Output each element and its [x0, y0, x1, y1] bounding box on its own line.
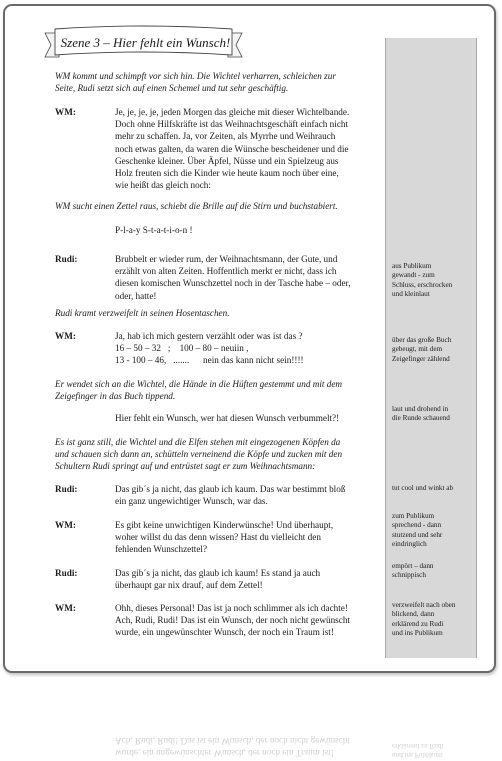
margin-note-line: zum Publikum [392, 512, 435, 520]
reflection-margin-note [392, 740, 482, 759]
dialogue-line: wie heißt das gleich noch: [115, 180, 211, 191]
margin-note-line: Schluss, erschrocken [392, 280, 453, 289]
margin-note-line: eindringlich [392, 540, 427, 549]
margin-note-line: erklärend zu Rudi [392, 619, 444, 628]
stage-line: Es ist ganz still, die Wichtel und die Elfen stehen mit eingezogenen Köpfen da [55, 437, 341, 447]
stage-line: und schauen sich dann an, schütteln verneinend die Köpfe und zucken mit den [55, 449, 343, 460]
dialogue-line: 13 - 100 – 46, ....... nein das kann nicht sein!!!! [115, 355, 304, 366]
margin-note-line: laut und drohend in [392, 405, 449, 413]
dialogue-line: Geschenke kleiner. Über Äpfel, Nüsse und ein Spielzeug aus [115, 155, 339, 166]
margin-note-line: gewandt - zum [392, 271, 435, 280]
margin-note-line: empört – dann [392, 562, 434, 570]
stage-line: Er wendet sich an die Wichtel, die Hände in die Hüften gestemmt und mit dem [55, 379, 343, 389]
dialogue-line: oder, hatte! [115, 290, 157, 301]
reflection-dialogue [115, 735, 385, 759]
dialogue-line: Das gib´s ja nicht, das glaub ich kaum! Es stand ja auch [115, 568, 321, 578]
stage-line: Zeigefinger in das Buch tippend. [55, 391, 176, 402]
dialogue-line: P-l-a-y S-t-a-t-i-o-n ! [115, 225, 193, 235]
margin-note-line: verzweifelt nach oben [392, 601, 456, 609]
margin-note [392, 601, 474, 639]
dialogue-text [115, 224, 380, 236]
dialogue-text [115, 519, 380, 556]
reflection-line: Ach, Rudi, Rudi! Das ist ein Wunsch, der noch nicht gewünscht [115, 735, 350, 746]
dialogue-line: Doch ohne Hilfskräfte ist das Weihnachtsgeschäft einfach nicht [115, 119, 349, 130]
margin-note [392, 484, 474, 493]
speaker-label: Rudi: [55, 254, 78, 264]
dialogue-line: Es gibt keine unwichtigen Kinderwünsche! Und überhaupt, [115, 520, 334, 530]
margin-note [392, 262, 474, 300]
reflection-line: wurde, ein ungewünschter Wunsch, der noch ein Traum ist! [115, 748, 334, 758]
dialogue-line: wurde, ein ungewünschter Wunsch, der noch ein Traum ist! [115, 627, 334, 638]
scene-title: Szene 3 – Hier fehlt ein Wunsch! [60, 35, 231, 50]
page-reflection [3, 676, 496, 761]
speaker-label: WM: [55, 603, 76, 613]
dialogue-line: Je, je, je, je, jeden Morgen das gleiche mit dieser Wichtelbande. [115, 107, 350, 117]
dialogue-line: Ohh, dieses Personal! Das ist ja noch schlimmer als ich dachte! [115, 603, 348, 613]
dialogue-line: Holz freuten sich die Kinder wie heute kaum noch über eine, [115, 168, 339, 179]
dialogue-line: Ach, Rudi, Rudi! Das ist ein Wunsch, der noch nicht gewünscht [115, 615, 350, 626]
stage-line: WM kommt und schimpft vor sich hin. Die Wichtel verharren, schleichen zur [55, 71, 336, 81]
margin-note-line: über das große Buch [392, 336, 452, 344]
dialogue-text [115, 106, 380, 191]
dialogue-line: fehlenden Wunschzettel? [115, 544, 208, 555]
reflection-line: und ins Publikum [392, 751, 443, 759]
dialogue-text [115, 253, 380, 302]
dialogue-line: Hier fehlt ein Wunsch, wer hat diesen Wunsch verbummelt?! [115, 413, 340, 423]
margin-note [392, 512, 474, 550]
margin-note-line: schnippisch [392, 571, 426, 580]
margin-note-line: gebeugt, mit dem [392, 345, 443, 354]
speaker-label: WM: [55, 107, 76, 117]
dialogue-text [115, 412, 380, 424]
margin-note-line: die Runde schauend [392, 414, 450, 423]
dialogue-line: Brubbelt er wieder rum, der Weihnachtsmann, der Gute, und [115, 254, 338, 264]
margin-note-line: tut cool und winkt ab [392, 484, 454, 492]
margin-note [392, 562, 474, 581]
dialogue-line: Ja, hab ich mich gestern verzählt oder was ist das ? [115, 331, 303, 341]
stage-line: Rudi kramt verzweifelt in seinen Hosentaschen. [55, 308, 230, 318]
margin-note-line: blickend, dann [392, 610, 435, 619]
stage-line: Schultern Rudi springt auf und entrüstet sagt er zum Weihnachtsmann: [55, 461, 316, 472]
dialogue-text [115, 602, 380, 639]
stage-direction [55, 70, 375, 94]
reflection-line: erklärend zu Rudi [392, 741, 444, 750]
dialogue-line: 16 – 50 – 32 ; 100 – 80 – neuiin , [115, 343, 249, 354]
speaker-label: Rudi: [55, 484, 78, 494]
dialogue-line: überhaupt gar nix drauf, auf dem Zettel! [115, 580, 263, 591]
margin-note-line: Zeigefinger zählend [392, 354, 450, 363]
speaker-label: Rudi: [55, 568, 78, 578]
dialogue-line: Das gib´s ja nicht, das glaub ich kaum. Das war bestimmt bloß [115, 484, 346, 494]
margin-note-line: stutzend und sehr [392, 530, 443, 539]
dialogue-line: diesen komischen Wunschzettel noch in der Tasche habe – oder, [115, 278, 351, 289]
margin-note-line: und ins Publikum [392, 629, 443, 638]
stage-direction [55, 200, 375, 212]
dialogue-line: noch etwas galten, da waren die Wünsche bescheidener und die [115, 143, 349, 154]
stage-direction [55, 436, 375, 473]
margin-note-line: sprechend - dann [392, 521, 442, 530]
stage-line: Seite, Rudi setzt sich auf einen Schemel und tut sehr geschäftig. [55, 83, 289, 94]
dialogue-text [115, 483, 380, 507]
stage-direction [55, 307, 375, 319]
dialogue-line: woher willst du das denn wissen? Hast du vielleicht den [115, 532, 321, 543]
speaker-label: WM: [55, 520, 76, 530]
stage-line: WM sucht einen Zettel raus, schiebt die Brille auf die Stirn und buchstabiert. [55, 201, 338, 211]
speaker-label: WM: [55, 331, 76, 341]
margin-note-line: aus Publikum [392, 262, 432, 270]
dialogue-line: erzählt von alten Zeiten. Hoffentlich merkt er nicht, dass ich [115, 266, 337, 277]
dialogue-text [115, 330, 380, 367]
dialogue-line: ein ganz ungewichtiger Wunsch, war das. [115, 496, 268, 507]
margin-note-line: und kleinlaut [392, 290, 430, 299]
margin-note [392, 405, 474, 424]
dialogue-text [115, 567, 380, 591]
margin-note [392, 336, 474, 364]
stage-direction [55, 378, 375, 402]
dialogue-line: mehr zu schaffen. Ja, vor Zeiten, als Myrrhe und Weihrauch [115, 131, 336, 142]
